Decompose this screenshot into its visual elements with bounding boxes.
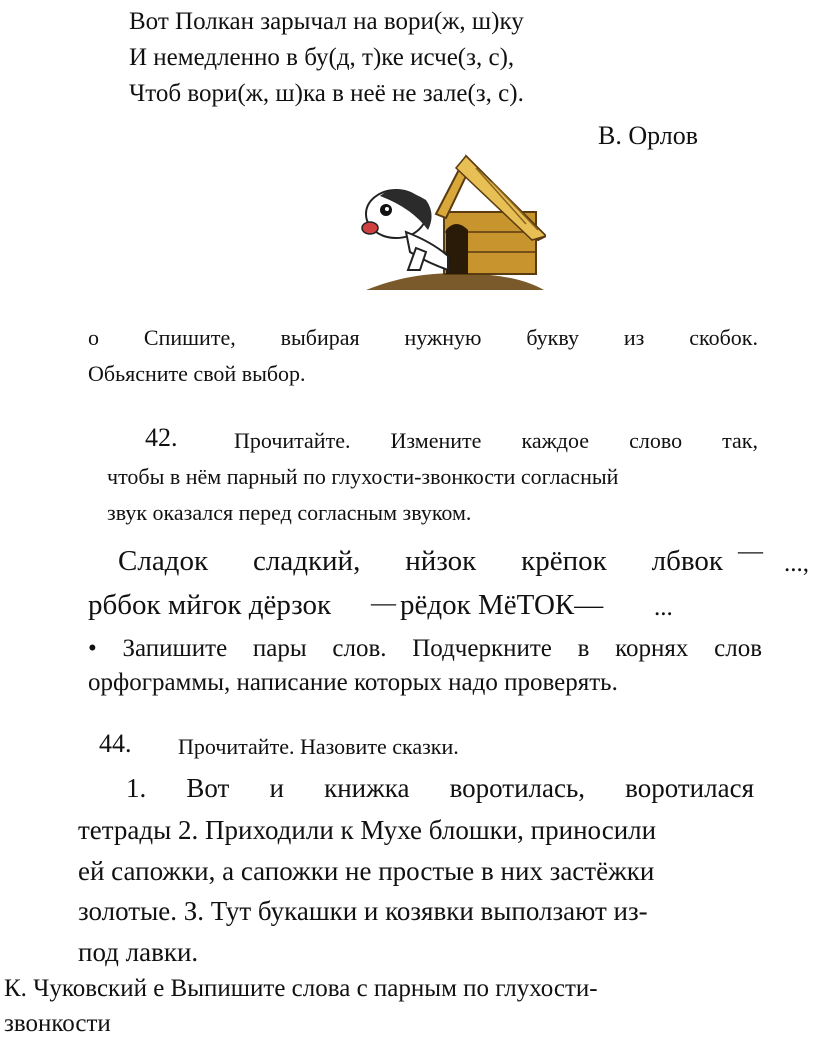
poem-line-2: И немедленно в бу(д, т)ке исче(з, с), <box>129 44 515 71</box>
task-44-number: 44. <box>99 729 132 758</box>
story-line-2: тетрады 2. Приходили к Мухе блошки, приносили <box>78 815 657 845</box>
poem-line-3: Чтоб вори(ж, ш)ка в неё не зале(з, с). <box>129 80 524 107</box>
words-line-1-end: ..., <box>784 550 809 577</box>
footer-line-1: К. Чуковский е Выпишите слова с парным по глухости- <box>4 975 598 1002</box>
footer-line-2: звонкости <box>4 1010 111 1037</box>
task-43-line-2: орфограммы, написание которых надо проверять. <box>88 669 618 696</box>
words-line-1: Сладок сладкий, нйзок крёпок лбвок <box>118 545 723 577</box>
words-line-2-dash: — <box>371 590 396 617</box>
words-line-2-b: рёдок МёТОК— <box>400 589 604 621</box>
task-42-line-3: звук оказался перед согласным звуком. <box>107 500 472 525</box>
words-line-2-end: ... <box>654 594 673 621</box>
words-line-1-dash: — <box>738 538 763 565</box>
task-42-number: 42. <box>145 423 178 452</box>
task-42-line-2: чтобы в нём парный по глухости-звонкости согласный <box>107 464 619 489</box>
task-44-title: Прочитайте. Назовите сказки. <box>178 734 459 759</box>
story-line-3: ей сапожки, а сапожки не простые в них застёжки <box>78 856 655 886</box>
task-41-line-2: Обьясните свой выбор. <box>88 361 306 386</box>
words-line-2-a: рббок мйгок дёрзок <box>88 589 332 621</box>
story-line-5: под лавки. <box>78 937 199 967</box>
poem-line-1: Вот Полкан зарычал на вори(ж, ш)ку <box>129 8 524 35</box>
task-42-line-1: Прочитайте. Измените каждое слово так, <box>234 428 758 453</box>
task-43-line-1: • Запишите пары слов. Подчеркните в корнях слов <box>88 635 762 662</box>
story-line-1: 1. Вот и книжка воротилась, воротилася <box>126 773 754 803</box>
story-line-4: золотые. З. Тут букашки и козявки выползают из- <box>78 896 648 926</box>
task-41-line-1: о Спишите, выбирая нужную букву из скобок. <box>88 325 758 350</box>
poem-author: В. Орлов <box>598 121 699 150</box>
dog-in-kennel-icon <box>356 152 546 294</box>
